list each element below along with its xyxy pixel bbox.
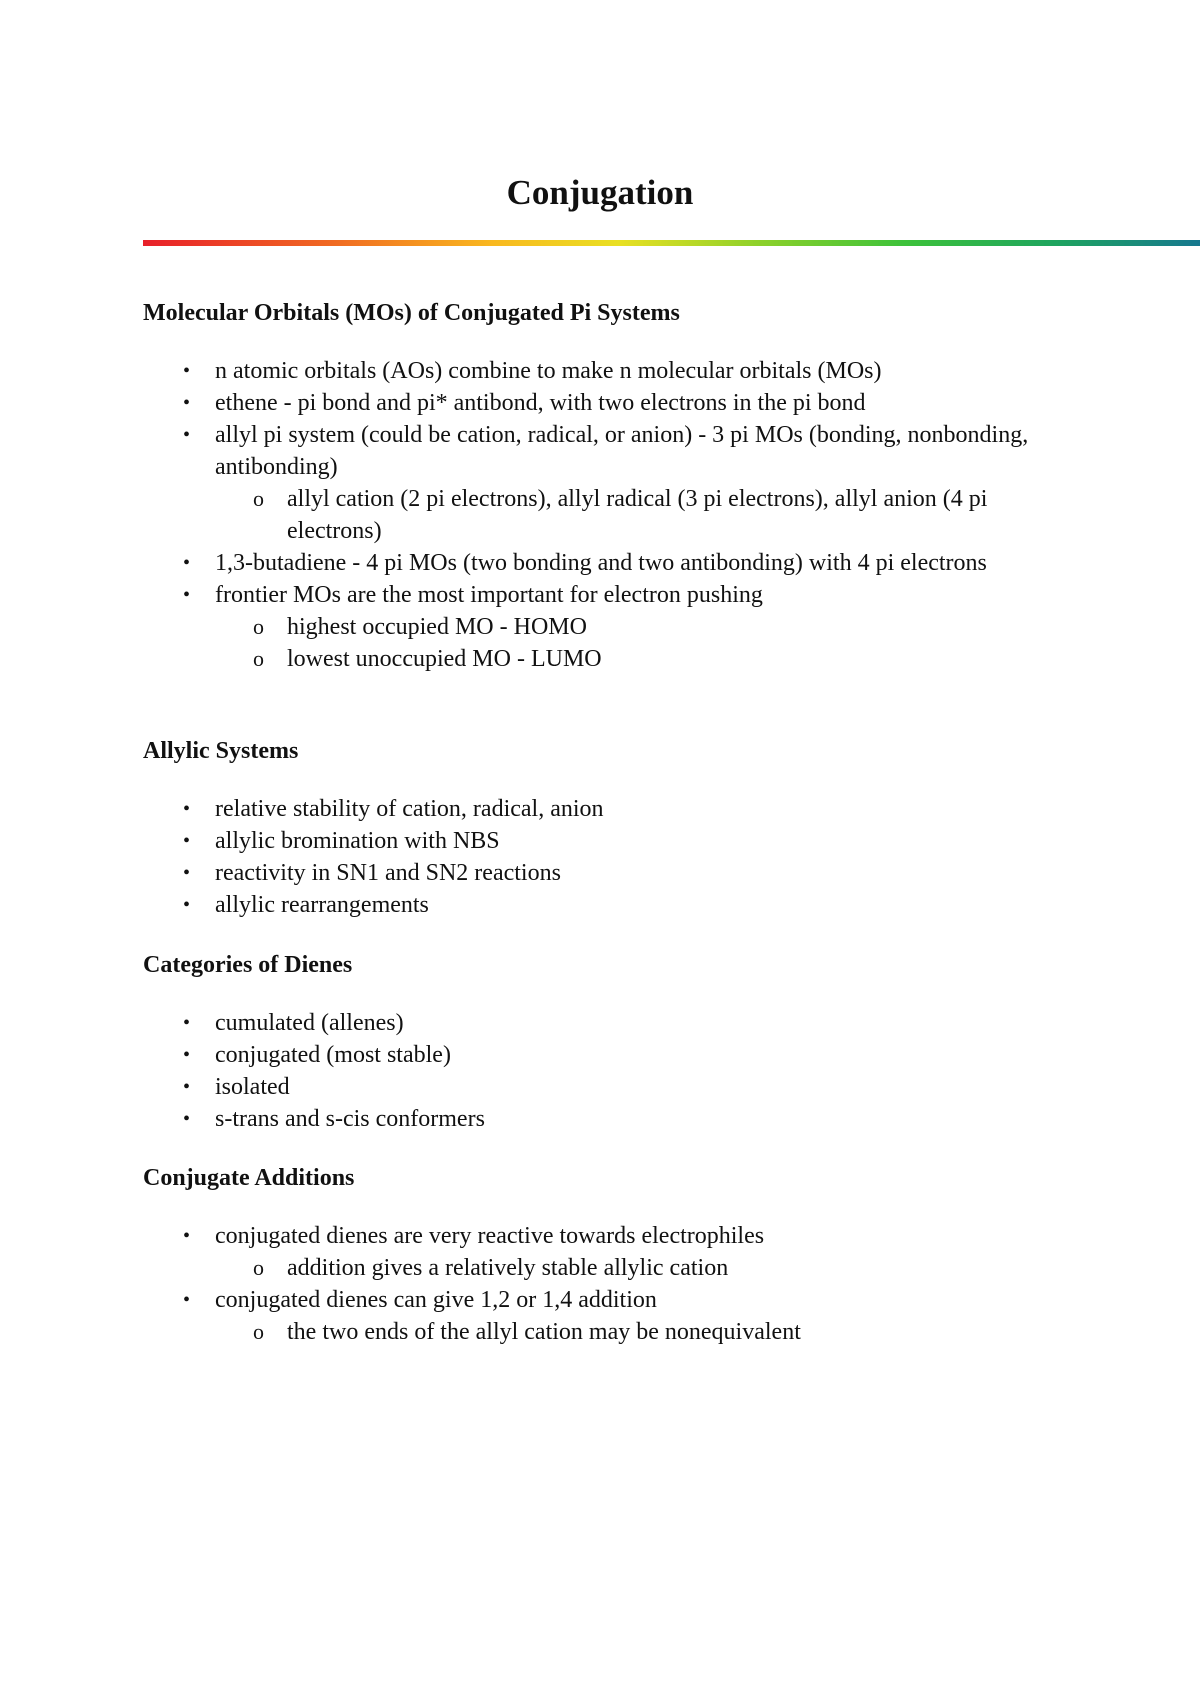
list-item-text: conjugated (most stable) — [215, 1042, 451, 1068]
sub-list-item-text: the two ends of the allyl cation may be nonequivalent — [287, 1319, 801, 1345]
bullet-icon: • — [183, 584, 191, 606]
list-item-text: cumulated (allenes) — [215, 1010, 404, 1036]
list-item — [143, 547, 1050, 579]
section-heading: Allylic Systems — [143, 738, 299, 764]
sub-list-item-text: allyl cation (2 pi electrons), allyl radical (3 pi electrons), allyl anion (4 pi electrons) — [287, 486, 988, 544]
section-heading: Categories of Dienes — [143, 952, 353, 978]
list-item-text: s-trans and s-cis conformers — [215, 1106, 485, 1132]
bullet-icon: • — [183, 1289, 191, 1311]
sub-list-item — [215, 643, 1050, 675]
circle-bullet-icon: o — [253, 614, 264, 639]
section-categories-of-dienes — [143, 950, 1143, 1135]
sub-bullet-list — [215, 1316, 1050, 1348]
bullet-icon: • — [183, 894, 191, 916]
list-item — [143, 1284, 1050, 1348]
list-item-text: frontier MOs are the most important for electron pushing — [215, 582, 763, 608]
list-item — [143, 419, 1050, 547]
bullet-icon: • — [183, 1225, 191, 1247]
sub-bullet-list — [215, 611, 1050, 675]
list-item — [143, 355, 1050, 387]
list-item — [143, 1103, 1050, 1135]
bullet-icon: • — [183, 1076, 191, 1098]
list-item-text: conjugated dienes can give 1,2 or 1,4 addition — [215, 1287, 657, 1313]
bullet-icon: • — [183, 392, 191, 414]
list-item-text: reactivity in SN1 and SN2 reactions — [215, 860, 561, 886]
section-heading: Molecular Orbitals (MOs) of Conjugated Pi Systems — [143, 300, 680, 326]
list-item-text: ethene - pi bond and pi* antibond, with two electrons in the pi bond — [215, 390, 866, 416]
bullet-icon: • — [183, 552, 191, 574]
circle-bullet-icon: o — [253, 486, 264, 511]
list-item-text: n atomic orbitals (AOs) combine to make n molecular orbitals (MOs) — [215, 358, 882, 384]
list-item — [143, 889, 1050, 921]
circle-bullet-icon: o — [253, 646, 264, 671]
sub-list-item — [215, 611, 1050, 643]
list-item — [143, 825, 1050, 857]
section-conjugate-additions — [143, 1163, 1143, 1348]
list-item-text: 1,3-butadiene - 4 pi MOs (two bonding and two antibonding) with 4 pi electrons — [215, 550, 987, 576]
bullet-icon: • — [183, 360, 191, 382]
list-item — [143, 793, 1050, 825]
list-item — [143, 387, 1050, 419]
bullet-icon: • — [183, 1108, 191, 1130]
list-item-text: isolated — [215, 1074, 290, 1100]
bullet-list — [143, 793, 1143, 921]
sub-list-item — [215, 1252, 1050, 1284]
sub-list-item — [215, 483, 1050, 547]
bullet-icon: • — [183, 830, 191, 852]
list-item-text: conjugated dienes are very reactive towards electrophiles — [215, 1223, 765, 1249]
list-item — [143, 579, 1050, 675]
bullet-icon: • — [183, 424, 191, 446]
list-item-text: allyl pi system (could be cation, radical, or anion) - 3 pi MOs (bonding, nonbonding, antibonding) — [215, 422, 1029, 480]
list-item-text: allylic rearrangements — [215, 892, 429, 918]
list-item — [143, 1039, 1050, 1071]
sub-list-item-text: lowest unoccupied MO - LUMO — [287, 646, 602, 672]
section-allylic-systems — [143, 736, 1143, 921]
circle-bullet-icon: o — [253, 1319, 264, 1344]
bullet-icon: • — [183, 798, 191, 820]
bullet-list — [143, 1220, 1143, 1348]
bullet-list — [143, 1007, 1143, 1135]
list-item-text: relative stability of cation, radical, anion — [215, 796, 604, 822]
rainbow-divider — [143, 240, 1200, 246]
section-heading: Conjugate Additions — [143, 1165, 355, 1191]
sub-bullet-list — [215, 483, 1050, 547]
list-item-text: allylic bromination with NBS — [215, 828, 500, 854]
list-item — [143, 857, 1050, 889]
bullet-icon: • — [183, 862, 191, 884]
list-item — [143, 1071, 1050, 1103]
list-item — [143, 1220, 1050, 1284]
circle-bullet-icon: o — [253, 1255, 264, 1280]
list-item — [143, 1007, 1050, 1039]
sub-list-item — [215, 1316, 1050, 1348]
sub-list-item-text: addition gives a relatively stable allylic cation — [287, 1255, 729, 1281]
bullet-list — [143, 355, 1143, 675]
section-molecular-orbitals — [143, 298, 1143, 675]
bullet-icon: • — [183, 1012, 191, 1034]
bullet-icon: • — [183, 1044, 191, 1066]
sub-list-item-text: highest occupied MO - HOMO — [287, 614, 587, 640]
page-title: Conjugation — [506, 173, 694, 212]
sub-bullet-list — [215, 1252, 1050, 1284]
